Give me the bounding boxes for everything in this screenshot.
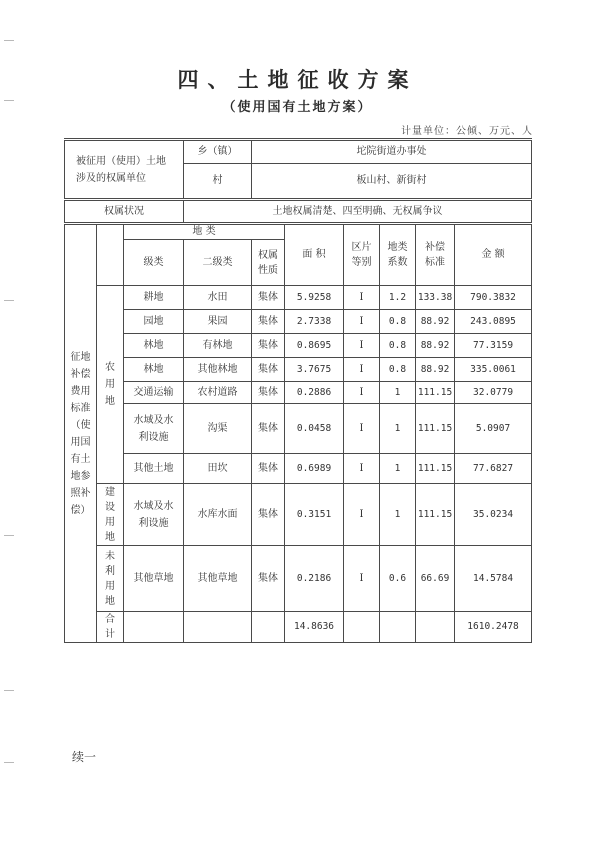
table-row-zone: I [344,382,380,404]
table-row-coef: 0.8 [380,334,416,358]
table-row-amount: 77.3159 [455,334,532,358]
total-empty [184,612,252,643]
table-row-amount: 790.3832 [455,286,532,310]
table-row-area: 3.7675 [285,358,344,382]
total-empty [416,612,455,643]
table-row-amount: 77.6827 [455,454,532,484]
zone-header: 区片等别 [344,224,380,286]
table-row-ownership: 集体 [252,286,285,310]
ownership-unit-label: 被征用（使用）土地涉及的权属单位 [65,140,184,200]
table-row-ownership: 集体 [252,404,285,454]
coef-header: 地类系数 [380,224,416,286]
table-row-standard: 88.92 [416,358,455,382]
continuation-note: 续一 [72,750,97,764]
amount-header: 金 额 [455,224,532,286]
table-row-zone: I [344,484,380,546]
unit-note: 计量单位：公倾、万元、人 [401,126,533,137]
scan-edge-mark [4,535,14,536]
table-row-standard: 88.92 [416,310,455,334]
table-row-level2: 有林地 [184,334,252,358]
table-row-amount: 32.0779 [455,382,532,404]
table-row-coef: 0.6 [380,546,416,612]
table-row-area: 0.6989 [285,454,344,484]
table-row-level1: 林地 [124,334,184,358]
table-row-zone: I [344,404,380,454]
scan-edge-mark [4,300,14,301]
table-row-level2: 其他林地 [184,358,252,382]
land-acquisition-table [64,138,532,643]
table-row-area: 2.7338 [285,310,344,334]
table-row-level1: 其他草地 [124,546,184,612]
table-row-standard: 133.38 [416,286,455,310]
table-row-area: 0.3151 [285,484,344,546]
table-row-coef: 0.8 [380,358,416,382]
total-label: 合计 [97,612,124,643]
table-row-coef: 1.2 [380,286,416,310]
total-empty [124,612,184,643]
table-row-standard: 111.15 [416,454,455,484]
group-unused: 未利用地 [97,546,124,612]
area-header: 面 积 [285,224,344,286]
ownership-status-value: 土地权属清楚、四至明确、无权属争议 [184,200,532,224]
scan-edge-mark [4,762,14,763]
table-row-standard: 111.15 [416,382,455,404]
scan-edge-mark [4,40,14,41]
table-row-level1: 园地 [124,310,184,334]
ownership-status-label: 权属状况 [65,200,184,224]
land-type-corner [97,224,124,286]
table-row-amount: 5.0907 [455,404,532,454]
page-subtitle: （使用国有土地方案） [222,100,373,115]
page-title: 四、土地征收方案 [177,68,418,92]
table-row-amount: 243.0895 [455,310,532,334]
table-row-ownership: 集体 [252,310,285,334]
table-row-level1: 交通运输 [124,382,184,404]
table-row-coef: 1 [380,454,416,484]
compensation-side-label: 征地补偿费用标准（使用国有土地参照补偿） [65,224,97,643]
village-value: 板山村、新街村 [252,164,532,200]
total-empty [380,612,416,643]
table-row-coef: 1 [380,484,416,546]
township-label: 乡（镇） [184,140,252,164]
group-agri: 农用地 [97,286,124,484]
table-row-ownership: 集体 [252,358,285,382]
table-row-zone: I [344,286,380,310]
table-row-area: 0.2886 [285,382,344,404]
table-row-coef: 1 [380,382,416,404]
table-row-level1: 林地 [124,358,184,382]
table-row-standard: 111.15 [416,484,455,546]
standard-header: 补偿标准 [416,224,455,286]
table-row-ownership: 集体 [252,484,285,546]
table-row-level1: 水域及水利设施 [124,484,184,546]
township-value: 坨院街道办事处 [252,140,532,164]
table-row-coef: 1 [380,404,416,454]
total-empty [252,612,285,643]
level2-header: 二级类 [184,240,252,286]
total-amount: 1610.2478 [455,612,532,643]
table-row-ownership: 集体 [252,546,285,612]
table-row-zone: I [344,334,380,358]
table-row-amount: 14.5784 [455,546,532,612]
table-row-zone: I [344,454,380,484]
table-row-level2: 水田 [184,286,252,310]
table-row-zone: I [344,310,380,334]
level1-header: 级类 [124,240,184,286]
total-empty [344,612,380,643]
village-label: 村 [184,164,252,200]
table-row-level2: 农村道路 [184,382,252,404]
table-row-level1: 其他土地 [124,454,184,484]
table-row-level1: 耕地 [124,286,184,310]
table-row-zone: I [344,358,380,382]
table-row-level1: 水域及水利设施 [124,404,184,454]
table-row-amount: 35.0234 [455,484,532,546]
table-row-level2: 田坎 [184,454,252,484]
table-row-ownership: 集体 [252,382,285,404]
table-row-level2: 果园 [184,310,252,334]
land-type-header: 地 类 [124,224,285,240]
table-row-standard: 66.69 [416,546,455,612]
table-row-area: 5.9258 [285,286,344,310]
scan-edge-mark [4,690,14,691]
group-construction: 建设用地 [97,484,124,546]
table-row-standard: 111.15 [416,404,455,454]
table-row-area: 0.0458 [285,404,344,454]
table-row-level2: 其他草地 [184,546,252,612]
table-row-zone: I [344,546,380,612]
table-row-area: 0.2186 [285,546,344,612]
table-row-amount: 335.0061 [455,358,532,382]
table-row-standard: 88.92 [416,334,455,358]
table-row-ownership: 集体 [252,334,285,358]
table-row-area: 0.8695 [285,334,344,358]
table-row-ownership: 集体 [252,454,285,484]
table-row-level2: 沟渠 [184,404,252,454]
table-row-coef: 0.8 [380,310,416,334]
total-area: 14.8636 [285,612,344,643]
table-row-level2: 水库水面 [184,484,252,546]
ownership-header: 权属性质 [252,240,285,286]
